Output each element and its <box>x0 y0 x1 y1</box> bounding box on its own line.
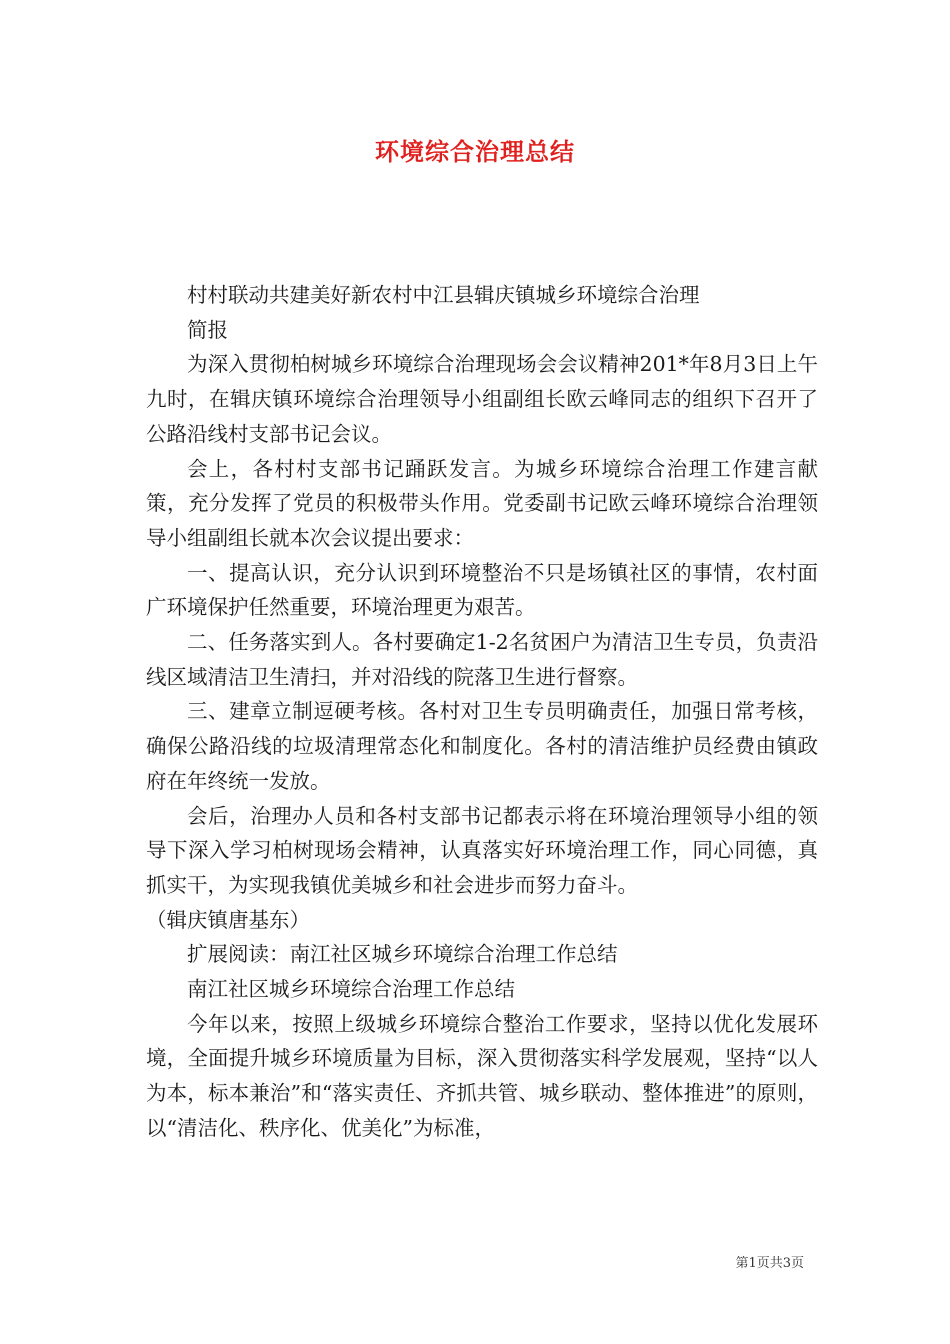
paragraph: （辑庆镇唐基东） <box>146 907 310 932</box>
document-body <box>146 278 818 1146</box>
paragraph: 二、任务落实到人。各村要确定1-2名贫困户为清洁卫生专员，负责沿线区域清洁卫生清扫，并对沿线的院落卫生进行督察。 <box>146 630 818 689</box>
paragraph: 会后，治理办人员和各村支部书记都表示将在环境治理领导小组的领导下深入学习柏树现场会精神，认真落实好环境治理工作，同心同德，真抓实干，为实现我镇优美城乡和社会进步而努力奋斗。 <box>146 803 818 897</box>
paragraph: 南江社区城乡环境综合治理工作总结 <box>187 977 515 1002</box>
paragraph: 为深入贯彻柏树城乡环境综合治理现场会会议精神201*年8月3日上午九时，在辑庆镇环境综合治理领导小组副组长欧云峰同志的组织下召开了公路沿线村支部书记会议。 <box>146 352 818 446</box>
paragraph: 村村联动共建美好新农村中江县辑庆镇城乡环境综合治理 <box>187 283 700 307</box>
paragraph: 会上，各村村支部书记踊跃发言。为城乡环境综合治理工作建言献策，充分发挥了党员的积极带头作用。党委副书记欧云峰环境综合治理领导小组副组长就本次会议提出要求： <box>146 456 818 550</box>
paragraph: 一、提高认识，充分认识到环境整治不只是场镇社区的事情，农村面广环境保护任然重要，环境治理更为艰苦。 <box>146 560 818 620</box>
page-number: 第1页共3页 <box>735 1256 804 1271</box>
paragraph: 三、建章立制逗硬考核。各村对卫生专员明确责任，加强日常考核，确保公路沿线的垃圾清理常态化和制度化。各村的清洁维护员经费由镇政府在年终统一发放。 <box>146 699 818 793</box>
document-title: 环境综合治理总结 <box>375 137 575 166</box>
paragraph: 今年以来，按照上级城乡环境综合整治工作要求，坚持以优化发展环境，全面提升城乡环境质量为目标，深入贯彻落实科学发展观，坚持“以人为本，标本兼治”和“落实责任、齐抓共管、城乡联动、整体推进”的原则，以“清洁化、秩序化、优美化”为标准， <box>146 1011 818 1140</box>
paragraph: 简报 <box>187 317 228 342</box>
paragraph: 扩展阅读：南江社区城乡环境综合治理工作总结 <box>187 942 618 967</box>
